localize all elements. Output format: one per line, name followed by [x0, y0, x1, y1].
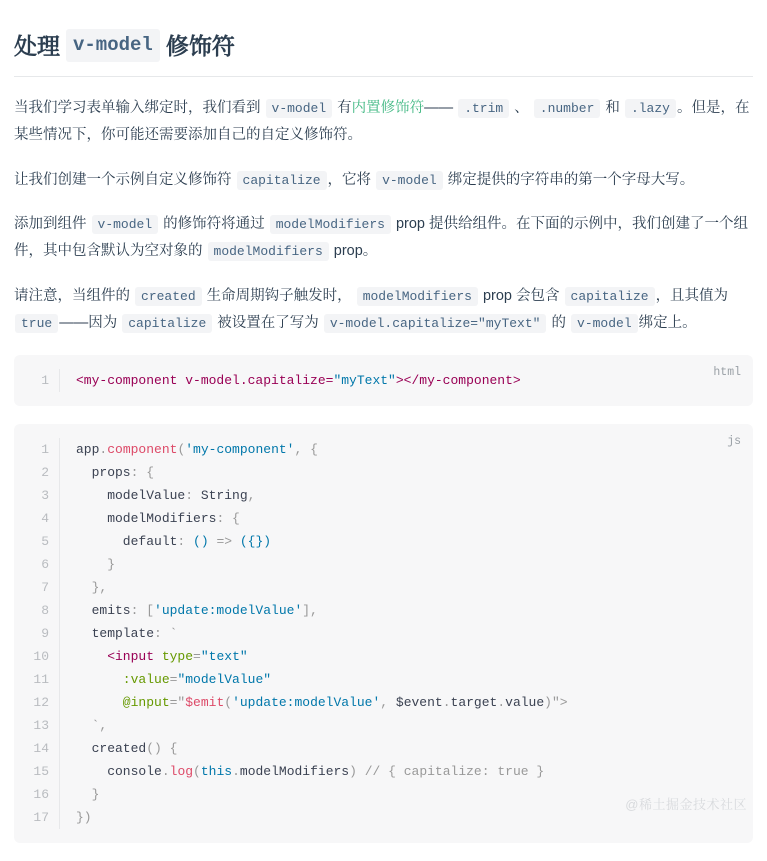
p4-code-v-model-2: v-model [571, 314, 638, 333]
code-language-label-html: html [713, 365, 741, 379]
code-line [76, 576, 753, 599]
code-token: modelModifiers [239, 763, 350, 779]
code-token: = [193, 648, 201, 664]
code-token: default [76, 533, 178, 549]
code-token: target [450, 694, 498, 710]
code-token: , [380, 694, 396, 710]
code-token: @input [76, 694, 170, 710]
code-line [76, 461, 753, 484]
code-token: String [200, 487, 248, 503]
paragraph-1 [14, 95, 753, 149]
code-token: $emit [185, 694, 225, 710]
code-line [76, 622, 753, 645]
p4-code-capitalize-1: capitalize [565, 287, 655, 306]
code-token: 'update:modelValue' [232, 694, 381, 710]
code-token: `, [76, 717, 108, 733]
code-line [76, 714, 753, 737]
code-token: : [177, 533, 194, 549]
code-token: modelModifiers [76, 510, 217, 526]
code-token: }, [76, 579, 108, 595]
code-line-number: 15 [33, 763, 49, 779]
p2-text-1: 让我们创建一个示例自定义修饰符 [14, 171, 232, 188]
p4-text-7: 的 [551, 314, 566, 331]
p1-text-3: —— [424, 100, 454, 116]
code-line [76, 369, 753, 392]
code-token: () [193, 533, 209, 549]
p3-code-modelmodifiers-2: modelModifiers [208, 242, 329, 261]
p1-text-5: 和 [605, 100, 620, 116]
code-token: props [76, 464, 131, 480]
code-line-number: 14 [33, 740, 49, 756]
code-line-number: 2 [41, 464, 49, 480]
code-token: } [76, 786, 100, 802]
p1-text-6: 。但是，在某些情况下，你可能还需要添加自己的自定义修饰符。 [14, 100, 750, 143]
code-line-number: 5 [41, 533, 49, 549]
p3-code-modelmodifiers-1: modelModifiers [270, 215, 391, 234]
code-line [76, 737, 753, 760]
code-block-html [14, 355, 753, 406]
code-token: . [99, 441, 108, 457]
code-token: . [161, 763, 170, 779]
p4-text-4: ，且其值为 [655, 288, 729, 305]
code-line [76, 553, 753, 576]
page-title-part2: 修饰符 [165, 32, 235, 59]
code-token: = [169, 671, 178, 687]
p2-text-2: ，它将 [327, 171, 372, 188]
code-token: . [497, 694, 506, 710]
p1-text-1: 当我们学习表单输入绑定时，我们看到 [14, 100, 261, 116]
code-token: template [76, 625, 155, 641]
code-line [76, 507, 753, 530]
code-token: => [208, 533, 240, 549]
code-line-number: 12 [33, 694, 49, 710]
code-token: }) [76, 809, 92, 825]
p1-text-2: 有 [337, 100, 352, 116]
code-token: $event [395, 694, 443, 710]
code-line-number: 16 [33, 786, 49, 802]
watermark: @稀土掘金技术社区 [625, 796, 747, 812]
code-token: <my-component v-model.capitalize= [76, 372, 334, 388]
code-token: ></my-component> [395, 372, 521, 388]
code-line-number: 4 [41, 510, 49, 526]
code-line-number: 9 [41, 625, 49, 641]
code-line-number: 6 [41, 556, 49, 572]
p4-code-created: created [135, 287, 202, 306]
p4-text-2: 生命周期钩子触发时， [206, 288, 352, 305]
p1-code-trim: .trim [458, 99, 509, 118]
code-token: // { capitalize: true } [364, 763, 545, 779]
p1-text-4: 、 [514, 100, 529, 116]
line-numbers-js [14, 438, 60, 829]
p4-text-3: prop 会包含 [482, 288, 560, 305]
code-token: "text" [200, 648, 248, 664]
code-token: : { [216, 510, 240, 526]
paragraph-4 [14, 283, 753, 337]
p3-text-3: prop 提供给组件。在下面的示例中，我们创建了一个组件，其中包含默认为空对象的 [14, 216, 749, 260]
code-token: () { [146, 740, 178, 756]
code-token: ( [177, 441, 186, 457]
code-token: , { [294, 441, 318, 457]
code-token: ( [193, 763, 201, 779]
code-token: } [76, 556, 116, 572]
p4-code-v-model-capitalize: v-model.capitalize="myText" [324, 314, 547, 333]
p3-text-4: prop。 [333, 243, 378, 260]
code-token: "myText" [333, 372, 396, 388]
code-token: ({}) [239, 533, 272, 549]
builtin-modifiers-link[interactable]: 内置修饰符 [351, 100, 425, 116]
code-token: 'my-component' [185, 441, 295, 457]
code-token: . [442, 694, 451, 710]
p1-code-v-model: v-model [266, 99, 333, 118]
code-line-number: 11 [33, 671, 49, 687]
code-content-html[interactable] [60, 369, 753, 392]
p3-text-1: 添加到组件 [14, 216, 87, 233]
p3-text-2: 的修饰符将通过 [163, 216, 265, 233]
code-token: =" [169, 694, 186, 710]
code-line [76, 691, 753, 714]
code-block-js [14, 424, 753, 843]
code-line [76, 645, 753, 668]
code-token: : { [130, 464, 155, 480]
code-token: ], [302, 602, 318, 618]
code-token: value [505, 694, 545, 710]
p4-text-5: ——因为 [59, 314, 118, 331]
code-token: : ` [154, 625, 178, 641]
code-line-number: 10 [33, 648, 49, 664]
code-token: ) [349, 763, 365, 779]
code-line-number: 8 [41, 602, 49, 618]
code-token: : [185, 487, 201, 503]
code-token: log [169, 763, 194, 779]
p1-code-lazy: .lazy [625, 99, 676, 118]
code-token: created [76, 740, 147, 756]
code-line-number: 3 [41, 487, 49, 503]
code-line [76, 599, 753, 622]
code-token: <input [76, 648, 162, 664]
line-numbers-html [14, 369, 60, 392]
p4-text-8: 绑定上。 [638, 314, 697, 331]
code-line-number: 1 [41, 441, 49, 457]
code-line-number: 13 [33, 717, 49, 733]
code-language-label-js: js [727, 434, 741, 448]
p4-text-1: 请注意，当组件的 [14, 288, 130, 305]
p4-code-modelmodifiers: modelModifiers [357, 287, 478, 306]
page-title-code: v-model [66, 29, 160, 62]
code-token: )"> [544, 694, 568, 710]
code-token: . [232, 763, 240, 779]
p4-code-capitalize-2: capitalize [122, 314, 212, 333]
code-line [76, 668, 753, 691]
code-token: modelValue [76, 487, 186, 503]
code-token: "modelValue" [177, 671, 272, 687]
page-title-part1: 处理 [14, 32, 60, 59]
p3-code-v-model: v-model [92, 215, 159, 234]
code-line [76, 530, 753, 553]
p4-text-6: 被设置在了写为 [217, 314, 319, 331]
code-token: component [107, 441, 178, 457]
code-token: 'update:modelValue' [154, 602, 303, 618]
code-line-number: 1 [41, 372, 49, 388]
code-line [76, 438, 753, 461]
code-token: , [247, 487, 256, 503]
code-token: : [ [130, 602, 155, 618]
code-token: this [200, 763, 233, 779]
code-content-js[interactable] [60, 438, 753, 829]
code-line [76, 760, 753, 783]
page-title [14, 23, 753, 77]
code-token: emits [76, 602, 131, 618]
code-line-number: 7 [41, 579, 49, 595]
p1-code-number: .number [534, 99, 601, 118]
code-token: :value [76, 671, 170, 687]
p4-code-true: true [15, 314, 58, 333]
code-token: console [76, 763, 162, 779]
code-line-number: 17 [33, 809, 49, 825]
p2-code-capitalize: capitalize [237, 171, 327, 190]
paragraph-2 [14, 167, 753, 194]
code-line [76, 484, 753, 507]
p2-code-v-model: v-model [376, 171, 443, 190]
paragraph-3 [14, 211, 753, 265]
code-token: app [76, 441, 100, 457]
p2-text-3: 绑定提供的字符串的第一个字母大写。 [447, 171, 695, 188]
code-token: ( [224, 694, 233, 710]
code-token: type [161, 648, 194, 664]
